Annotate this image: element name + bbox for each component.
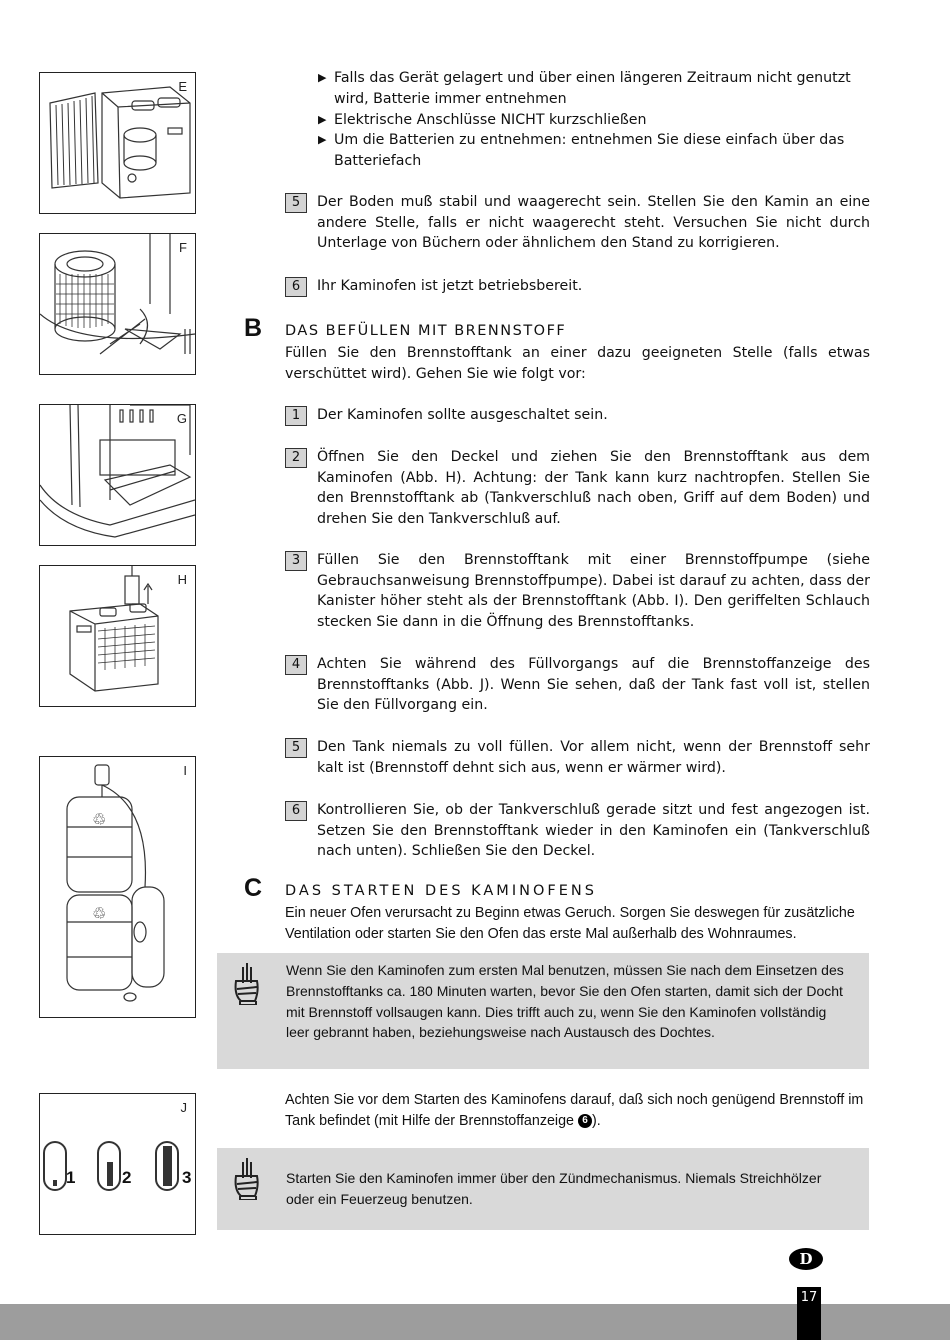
step-number: 5 bbox=[285, 738, 307, 758]
gauge-label-2: 2 bbox=[122, 1168, 132, 1187]
bullet-text: Falls das Gerät gelagert und über einen längeren Zeitraum nicht genutzt wird, Batterie immer entnehmen bbox=[334, 70, 851, 107]
step-text: Öffnen Sie den Deckel und ziehen Sie den Brennstofftank aus dem Kaminofen (Abb. H). Achtung: der Tank kann kurz nachtropfen. Stellen Sie den Brennstofftank ab (Tankverschluß nach oben, Griff auf dem Boden) und drehen Sie den Tankverschluß auf. bbox=[317, 449, 870, 528]
fuel-pump-tanks-illustration bbox=[40, 757, 195, 1017]
step-number: 6 bbox=[285, 801, 307, 821]
step bbox=[285, 737, 870, 778]
pointing-hand-icon bbox=[231, 1156, 261, 1200]
note-text: Starten Sie den Kaminofen immer über den Zündmechanismus. Niemals Streichhölzer oder ein Feuerzeug benutzen. bbox=[286, 1170, 822, 1207]
step-text: Achten Sie während des Füllvorgangs auf die Brennstoffanzeige des Brennstofftanks (Abb. J). Wenn Sie sehen, daß der Tank fast voll ist, stellen Sie den Füllvorgang ein. bbox=[317, 656, 870, 714]
step-number: 6 bbox=[285, 277, 307, 297]
step-number: 2 bbox=[285, 448, 307, 468]
bullet-item bbox=[318, 68, 870, 109]
note-text: Wenn Sie den Kaminofen zum ersten Mal benutzen, müssen Sie nach dem Einsetzen des Brennstofftanks ca. 180 Minuten warten, bevor Sie den Ofen starten, damit sich der Docht mit Brennstoff vollsaugen kann. Dies trifft auch zu, wenn Sie den Kaminofen vollständig leer gebrannt haben, beziehungsweise nach Austausch des Dochtes. bbox=[286, 962, 844, 1041]
bullet-item bbox=[318, 130, 870, 171]
figure-label: H bbox=[177, 572, 187, 587]
figure-label: I bbox=[183, 763, 187, 778]
step bbox=[285, 654, 870, 716]
gauge-fill-1 bbox=[53, 1180, 57, 1186]
section-heading: DAS BEFÜLLEN MIT BRENNSTOFF bbox=[285, 323, 567, 339]
step-number: 5 bbox=[285, 193, 307, 213]
fuel-check-paragraph bbox=[285, 1090, 870, 1131]
pointing-hand-icon bbox=[231, 961, 261, 1005]
step-text: Füllen Sie den Brennstofftank mit einer Brennstoffpumpe (siehe Gebrauchsanweisung Brennstoffpumpe). Dabei ist darauf zu achten, dass der Kanister höher steht als der Brennstofftank (Abb. I). Den geriffelten Schlauch stecken Sie dann in die Öffnung des Brennstofftanks. bbox=[317, 552, 870, 631]
remove-tank-illustration bbox=[40, 566, 195, 706]
step-text: Den Tank niemals zu voll füllen. Vor allem nicht, wenn der Brennstoff sehr kalt ist (Brennstoff dehnt sich aus, wenn er wärmer wird). bbox=[317, 739, 870, 776]
step bbox=[285, 550, 870, 633]
step-text: Der Boden muß stabil und waagerecht sein. Stellen Sie den Kamin an eine andere Stelle, falls er nicht waagerecht steht. Versuchen Sie nicht durch Unterlage von Büchern oder ähnlichem den Stand zu korrigieren. bbox=[317, 194, 870, 252]
figure-label: E bbox=[178, 79, 187, 94]
step-number: 1 bbox=[285, 406, 307, 426]
step bbox=[285, 800, 870, 862]
figure-e bbox=[39, 72, 196, 214]
step-number: 3 bbox=[285, 551, 307, 571]
step bbox=[285, 405, 870, 426]
section-intro: Füllen Sie den Brennstofftank an einer dazu geeigneten Stelle (falls etwas verschüttet wird). Gehen Sie wie folgt vor: bbox=[285, 345, 870, 382]
step-text: Ihr Kaminofen ist jetzt betriebsbereit. bbox=[317, 278, 583, 294]
figure-f bbox=[39, 233, 196, 375]
bullet-item bbox=[318, 110, 870, 131]
step-number: 4 bbox=[285, 655, 307, 675]
warning-note bbox=[217, 953, 869, 1069]
bullet-text: Um die Batterien zu entnehmen: entnehmen Sie diese einfach über das Batteriefach bbox=[334, 132, 845, 169]
step-text: Der Kaminofen sollte ausgeschaltet sein. bbox=[317, 407, 608, 423]
figure-j bbox=[39, 1093, 196, 1235]
section-heading: DAS STARTEN DES KAMINOFENS bbox=[285, 883, 597, 899]
gauge-fill-2 bbox=[107, 1162, 113, 1186]
step-text: Kontrollieren Sie, ob der Tankverschluß gerade sitzt und fest angezogen ist. Setzen Sie den Brennstofftank wieder in den Kaminofen ein (Tankverschluß nach unten). Schließen Sie den Deckel. bbox=[317, 802, 870, 860]
step bbox=[285, 192, 870, 254]
section-letter: C bbox=[244, 874, 263, 902]
reference-number-icon: 6 bbox=[578, 1114, 592, 1128]
section-letter: B bbox=[244, 314, 263, 342]
figure-label: G bbox=[176, 411, 187, 426]
step bbox=[285, 447, 870, 530]
figure-g bbox=[39, 404, 196, 546]
paragraph-text: Achten Sie vor dem Starten des Kaminofens darauf, daß sich noch genügend Brennstoff im Tank befindet (mit Hilfe der Brennstoffanzeige bbox=[285, 1092, 864, 1129]
figure-h bbox=[39, 565, 196, 707]
gauge-label-3: 3 bbox=[182, 1168, 192, 1187]
gauge-label-1: 1 bbox=[66, 1168, 76, 1187]
wick-adjust-illustration bbox=[40, 234, 195, 374]
bullet-text: Elektrische Anschlüsse NICHT kurzschließen bbox=[334, 112, 647, 128]
triangle-right-icon: ▶ bbox=[318, 113, 327, 126]
paragraph-text-end: ). bbox=[591, 1112, 601, 1129]
heater-open-door-illustration bbox=[40, 73, 195, 213]
svg-text:♲: ♲ bbox=[92, 810, 107, 829]
figure-label: J bbox=[180, 1100, 187, 1115]
triangle-right-icon: ▶ bbox=[318, 71, 327, 84]
gauge-fill-3 bbox=[163, 1146, 172, 1186]
figure-i bbox=[39, 756, 196, 1018]
figure-label: F bbox=[179, 240, 187, 255]
triangle-right-icon: ▶ bbox=[318, 133, 327, 146]
svg-text:♲: ♲ bbox=[92, 904, 107, 923]
warning-note bbox=[217, 1148, 869, 1230]
step bbox=[285, 276, 870, 297]
tank-compartment-illustration bbox=[40, 405, 195, 545]
language-badge: D bbox=[789, 1248, 823, 1270]
section-intro: Ein neuer Ofen verursacht zu Beginn etwas Geruch. Sorgen Sie deswegen für zusätzliche Ventilation oder starten Sie den Ofen das erste Mal außerhalb des Wohnraumes. bbox=[285, 905, 855, 942]
page-number: 17 bbox=[797, 1287, 821, 1340]
fuel-gauge-levels-illustration bbox=[40, 1094, 195, 1234]
